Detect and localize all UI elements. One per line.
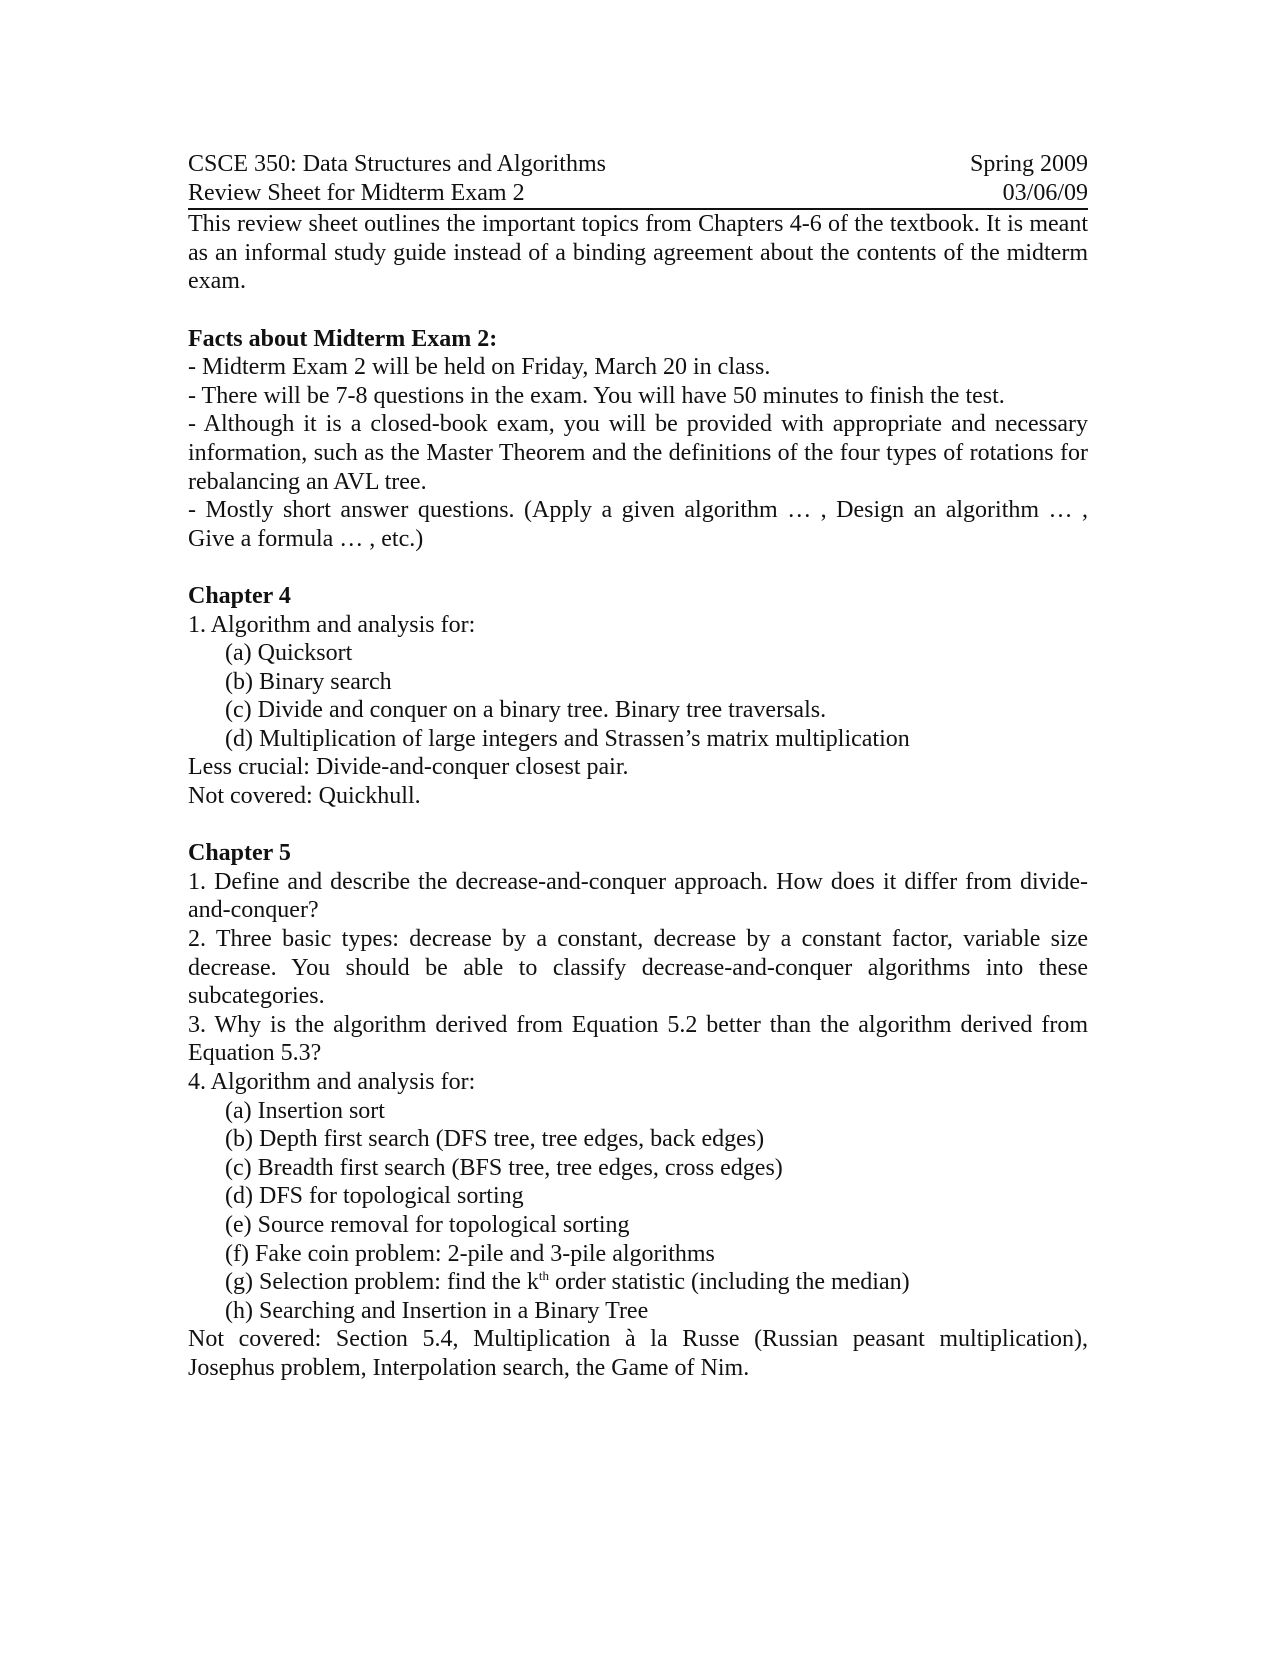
- chapter5-heading: Chapter 5: [188, 840, 291, 867]
- chapter5-subitem: (a) Insertion sort: [225, 1097, 385, 1124]
- chapter5-subitem-g: [188, 1268, 1088, 1297]
- facts-item: - There will be 7-8 questions in the exam. You will have 50 minutes to finish the test.: [188, 382, 1005, 409]
- document-body: [188, 150, 1088, 1383]
- selection-problem-suffix: order statistic (including the median): [549, 1269, 910, 1296]
- chapter5-subitem: (d) DFS for topological sorting: [225, 1183, 524, 1210]
- facts-heading: Facts about Midterm Exam 2:: [188, 325, 498, 352]
- chapter5-item: 4. Algorithm and analysis for:: [188, 1069, 476, 1095]
- chapter4-item: 1. Algorithm and analysis for:: [188, 611, 476, 638]
- chapter4-subitem: (b) Binary search: [225, 668, 392, 695]
- header-row-1: [188, 150, 1088, 179]
- term: Spring 2009: [969, 151, 1088, 177]
- facts-item: - Midterm Exam 2 will be held on Friday, March 20 in class.: [188, 354, 771, 381]
- chapter4-subitem: (a) Quicksort: [225, 640, 353, 667]
- chapter5-subitem: (f) Fake coin problem: 2-pile and 3-pile algorithms: [225, 1240, 715, 1267]
- chapter5-item: 2. Three basic types: decrease by a constant, decrease by a constant factor, variable size decrease. You should be able to classify decrease-and-conquer algorithms into these subcategories.: [188, 926, 1088, 1010]
- spacer: [188, 553, 1088, 582]
- chapter4-subitem: (c) Divide and conquer on a binary tree. Binary tree traversals.: [225, 697, 827, 724]
- chapter5-subitem: (h) Searching and Insertion in a Binary Tree: [225, 1297, 649, 1324]
- chapter5-item: 3. Why is the algorithm derived from Equation 5.2 better than the algorithm derived from Equation 5.3?: [188, 1011, 1088, 1067]
- chapter5-subitem: (c) Breadth first search (BFS tree, tree edges, cross edges): [225, 1154, 783, 1181]
- intro-paragraph: This review sheet outlines the important topics from Chapters 4-6 of the textbook. It is meant as an informal study guide instead of a binding agreement about the contents of the midterm exam.: [188, 211, 1088, 295]
- chapter5-item: 1. Define and describe the decrease-and-conquer approach. How does it differ from divide-and-conquer?: [188, 868, 1088, 924]
- chapter4-subitem: (d) Multiplication of large integers and Strassen’s matrix multiplication: [225, 725, 910, 752]
- selection-problem-text: (g) Selection problem: find the k: [225, 1269, 539, 1296]
- chapter4-heading: Chapter 4: [188, 582, 291, 609]
- chapter4-not-covered: Not covered: Quickhull.: [188, 783, 421, 810]
- facts-item: - Although it is a closed-book exam, you will be provided with appropriate and necessary information, such as the Master Theorem and the definitions of the four types of rotations for rebalancing an AVL tree.: [188, 411, 1088, 495]
- document-date: 03/06/09: [1002, 179, 1088, 206]
- spacer: [188, 296, 1088, 325]
- document-title: Review Sheet for Midterm Exam 2: [188, 179, 525, 206]
- chapter4-less-crucial: Less crucial: Divide-and-conquer closest pair.: [188, 754, 629, 781]
- course-title: CSCE 350: Data Structures and Algorithms: [188, 151, 606, 177]
- chapter5-subitem: (b) Depth first search (DFS tree, tree edges, back edges): [225, 1126, 765, 1153]
- header-row-2: [188, 179, 1088, 208]
- facts-item: - Mostly short answer questions. (Apply a given algorithm … , Design an algorithm … , Give a formula … , etc.): [188, 497, 1088, 552]
- spacer: [188, 811, 1088, 840]
- chapter5-subitem: (e) Source removal for topological sorting: [225, 1211, 630, 1238]
- superscript-th: th: [538, 1268, 550, 1284]
- chapter5-not-covered: Not covered: Section 5.4, Multiplication à la Russe (Russian peasant multiplication), Josephus problem, Interpolation search, the Game of Nim.: [188, 1326, 1088, 1381]
